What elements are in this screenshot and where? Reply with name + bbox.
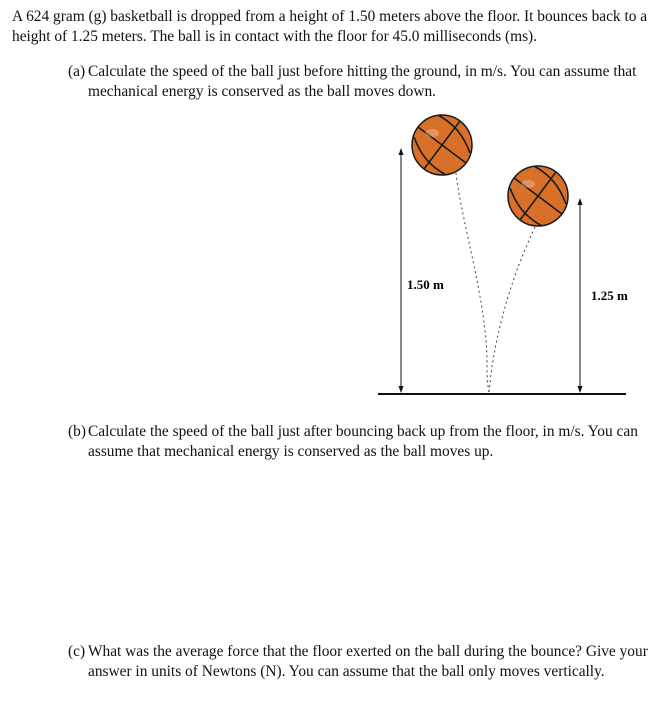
bounce-height-label: 1.25 m [591,288,628,303]
bounce-trajectory [489,225,536,392]
bounce-arrow-top-head [578,198,583,205]
question-a-text: Calculate the speed of the ball just before hitting the ground, in m/s. You can assume that mechanical energy is conserved as the ball moves down. [88,63,637,100]
drop-trajectory [456,173,489,392]
bounce-diagram-svg [370,105,640,405]
basketball-icon [412,115,472,175]
bounce-diagram [370,105,640,405]
question-c-label: (c) [68,643,86,660]
question-c [68,642,664,682]
drop-height-label: 1.50 m [407,277,444,292]
question-c-text: What was the average force that the floor exerted on the ball during the bounce? Give your answer in units of Newtons (N). You can assume that the ball only moves vertically. [88,643,648,680]
basketball-icon [508,166,568,226]
bounce-arrow-bottom-head [578,386,583,393]
question-b [68,422,664,462]
drop-arrow-top-head [399,148,404,155]
question-a-label: (a) [68,63,86,80]
question-b-text: Calculate the speed of the ball just after bouncing back up from the floor, in m/s. You can assume that mechanical energy is conserved as the ball moves up. [88,423,638,460]
question-b-label: (b) [68,423,86,440]
problem-intro: A 624 gram (g) basketball is dropped from a height of 1.50 meters above the floor. It bounces back to a height of 1.25 meters. The ball is in contact with the floor for 45.0 milliseconds (ms). [12,8,648,45]
drop-arrow-bottom-head [399,386,404,393]
question-a [68,62,664,102]
